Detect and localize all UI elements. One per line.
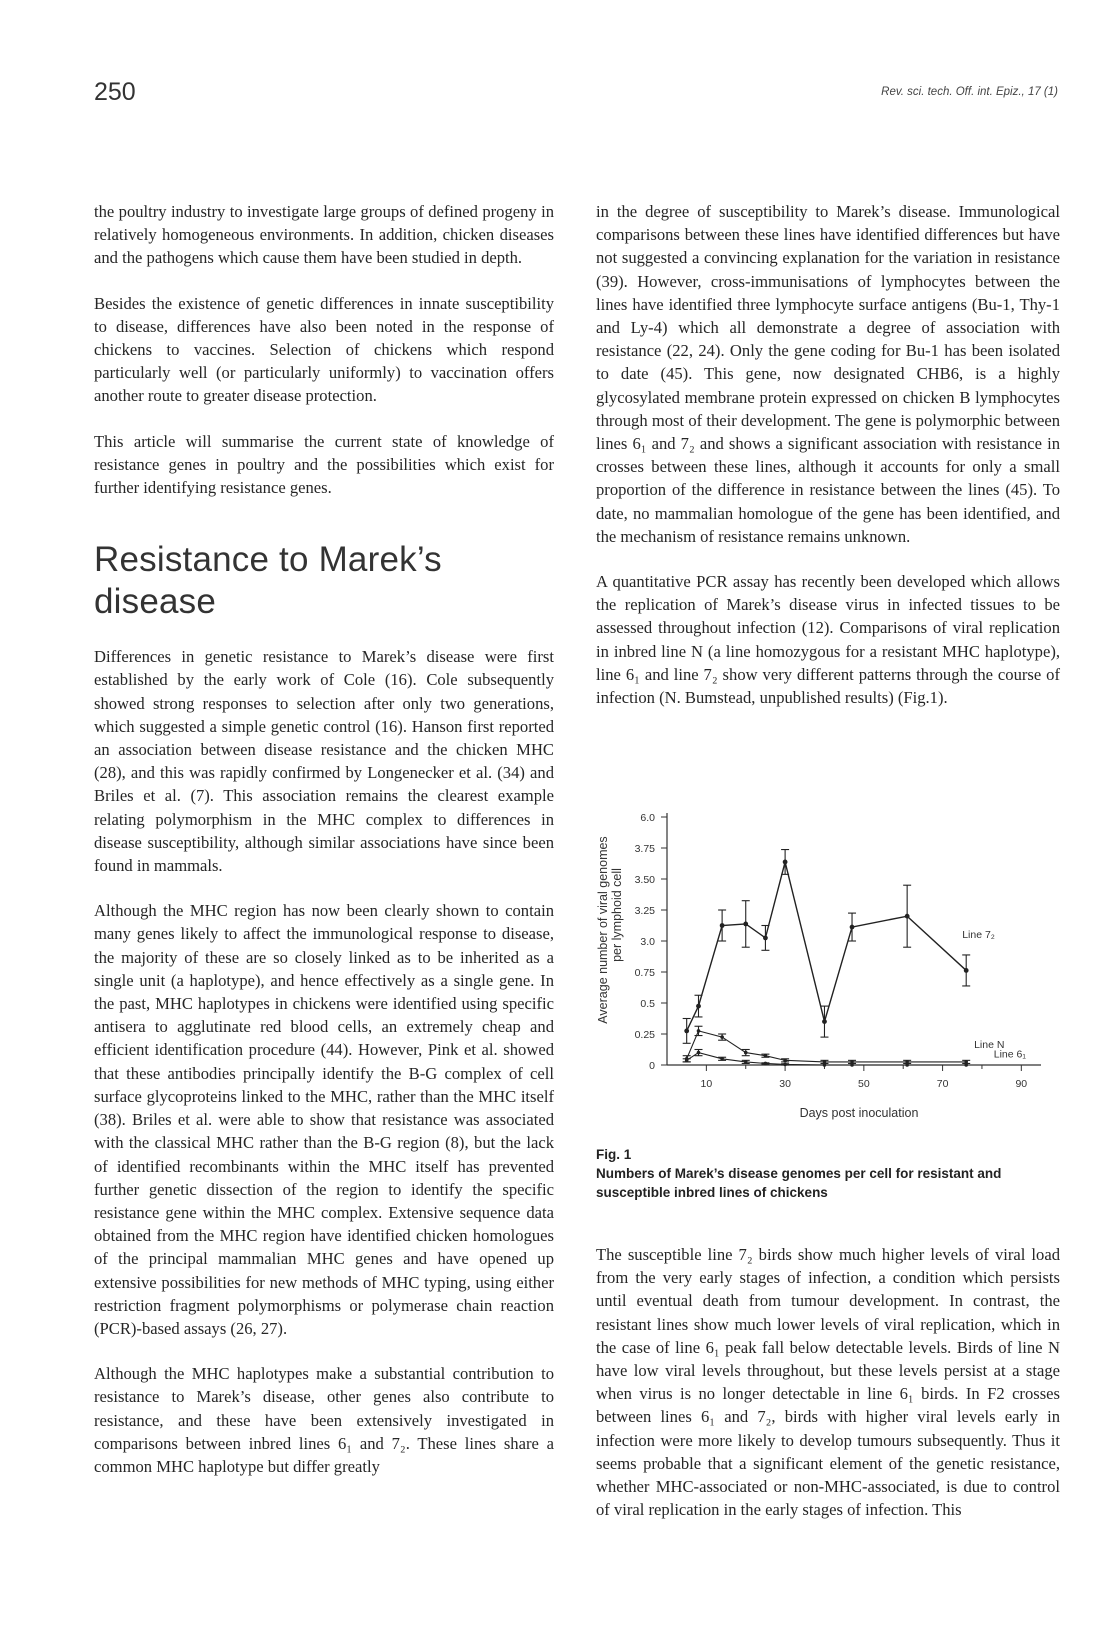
data-point [822,1019,827,1024]
data-point [720,1035,724,1039]
right-column-bottom [596,1243,1060,1543]
data-point [964,1063,968,1067]
paragraph: Although the MHC haplotypes make a substantial contribution to resistance to Marek’s disease, other genes also contribute to resistance, and these have been extensively investigated in comparisons between inbred lines 6₁ and 7₂. These lines share a common MHC haplotype but differ greatly [94,1364,554,1476]
figure-1 [591,805,1061,1135]
data-point [744,1051,748,1055]
x-tick-label: 10 [700,1078,713,1090]
paragraph: Besides the existence of genetic differences in innate susceptibility to disease, differences have also been noted in the response of chickens to vaccines. Selection of chickens which respond particularly well (or particularly uniformly) to vaccination offers another route to greater disease protection. [94,293,554,406]
y-tick-label: 3.75 [634,843,655,855]
left-column [94,200,554,1500]
data-point [697,1029,701,1033]
data-point [964,968,969,973]
y-tick-label: 0 [649,1060,655,1072]
data-point [905,1060,909,1064]
data-point [850,1060,854,1064]
paragraph: the poultry industry to investigate large groups of defined progeny in relatively homogeneous environments. In addition, chicken diseases and the pathogens which cause them have been studied in depth. [94,202,554,268]
y-tick-label: 3.25 [634,905,655,917]
data-point [764,1062,768,1066]
data-point [905,914,910,919]
data-point [696,1004,701,1009]
paragraph: This article will summarise the current state of knowledge of resistance genes in poultry and the possibilities which exist for further identifying resistance genes. [94,431,554,498]
y-tick-label: 0.5 [640,998,655,1010]
y-tick-label: 0.25 [634,1029,655,1041]
paragraph: Differences in genetic resistance to Marek’s disease were first established by the early work of Cole (16). Cole subsequently showed strong responses to selection after only two generations, which suggested a simple genetic control (16). Hanson first reported an association between disease resistance and the chicken MHC (28), and this was rapidly confirmed by Longenecker et al. (34) and Briles et al. (7). This association remains the clearest example relating polymorphism in the MHC complex to differences in disease susceptibility, although similar associations have since been found in mammals. [94,647,554,876]
data-point [763,936,768,941]
paragraph: The susceptible line 7₂ birds show much higher levels of viral load from the very early stages of infection, a condition which persists until eventual death from tumour development. In contrast, the resistant lines show much lower levels of viral replication, which in the case of line 6₁ peak fall below detectable levels. Birds of line N have low viral levels throughout, but these levels persist at a stage when virus is no longer detectable in line 6₁ birds. In F2 crosses between lines 6₁ and 7₂, birds with higher viral levels early in infection were more likely to develop tumours subsequently. Thus it seems probable that a significant element of the genetic resistance, whether MHC-associated or non-MHC-associated, is due to control of viral replication in the early stages of infection. This [596,1245,1060,1520]
data-point [685,1059,689,1063]
y-tick-label: 3.0 [640,936,655,948]
y-axis-title-line1: Average number of viral genomes [596,836,610,1024]
figure-label: Fig. 1 [596,1147,632,1162]
series-label-2: Line N [974,1038,1005,1051]
series-label-1: Line 7₂ [962,928,995,941]
figure-caption: Numbers of Marek’s disease genomes per cell for resistant and susceptible inbred lines of chickens [596,1166,1002,1200]
x-tick-label: 50 [857,1078,870,1090]
paragraph: A quantitative PCR assay has recently been developed which allows the replication of Marek’s disease virus in infected tissues to be assessed throughout infection (12). Comparisons of viral replication in inbred line N (a line homozygous for a resistant MHC haplotype), line 6₁ and line 7₂ show very different patterns through the course of infection (N. Bumstead, unpublished results) (Fig.1). [596,572,1060,708]
journal-citation: Rev. sci. tech. Off. int. Epiz., 17 (1) [881,86,1058,98]
y-tick-label: 6.0 [640,812,655,824]
right-column-top [596,200,1060,731]
data-point [905,1063,909,1067]
data-point [697,1051,701,1055]
y-tick-label: 3.50 [634,874,655,886]
data-point [684,1029,689,1034]
x-tick-label: 90 [1015,1078,1028,1090]
paragraph: in the degree of susceptibility to Marek’s disease. Immunological comparisons between these lines have identified differences but have not suggested a convincing explanation for the variation in resistance (39). However, cross-immunisations of lymphocytes between the lines have identified three lymphocyte surface antigens (Bu-1, Thy-1 and Ly-4) which all demonstrate a degree of association with resistance (22, 24). Only the gene coding for Bu-1 has been isolated to date (45). This gene, now designated CHB6, is a highly glycosylated membrane protein expressed on chicken B lymphocytes through most of their development. The gene is polymorphic between lines 6₁ and 7₂ and shows a significant association with resistance in crosses between these lines, although it accounts for only a small proportion of the difference in resistance between the lines (45). To date, no mammalian homologue of the gene has been identified, and the mechanism of resistance remains unknown. [596,202,1060,546]
data-point [823,1063,827,1067]
viral-genome-chart [591,805,1061,1135]
data-point [783,860,788,865]
x-tick-label: 70 [936,1078,949,1090]
data-point [743,922,748,927]
data-point [744,1060,748,1064]
data-point [850,1063,854,1067]
data-point [764,1054,768,1058]
page-number: 250 [94,78,136,106]
paragraph: Although the MHC region has now been clearly shown to contain many genes likely to affect the immunological response to disease, the majority of these are so closely linked as to be inherited as a single unit (a haplotype), and hence effectively as a single gene. In the past, MHC haplotypes in chickens were identified using specific antisera to agglutinate red blood cells, an extremely cheap and efficient identification procedure (44). However, Pink et al. showed that these antibodies principally identify the B-G complex of cell surface glycoproteins linked to the MHC, rather than the MHC itself (38). Briles et al. were able to show that resistance was associated with the classical MHC rather than the B-G region (8), but the lack of identified recombinants within the MHC itself has prevented further genetic dissection of the region to identify the specific resistance gene within the MHC complex. Extensive sequence data obtained from the MHC region have identified chicken homologues of the principal mammalian MHC genes and have opened up extensive possibilities for new methods of MHC typing, using either restriction fragment polymorphisms or polymerase chain reaction (PCR)-based assays (26, 27). [94,901,554,1338]
data-point [720,923,725,928]
data-point [850,925,855,930]
x-tick-label: 30 [779,1078,791,1090]
data-point [720,1057,724,1061]
y-tick-label: 0.75 [634,967,655,979]
section-heading: Resistance to Marek’s disease [94,540,442,622]
data-point [823,1060,827,1064]
figure-caption-block [596,1145,1036,1202]
series-line-2 [687,1031,967,1062]
data-point [783,1059,787,1063]
data-point [783,1063,787,1067]
series-label-3: Line 6₁ [993,1048,1026,1061]
x-axis-title: Days post inoculation [799,1106,919,1120]
y-axis-title-line2: per lymphoid cell [610,868,624,962]
data-point [964,1060,968,1064]
